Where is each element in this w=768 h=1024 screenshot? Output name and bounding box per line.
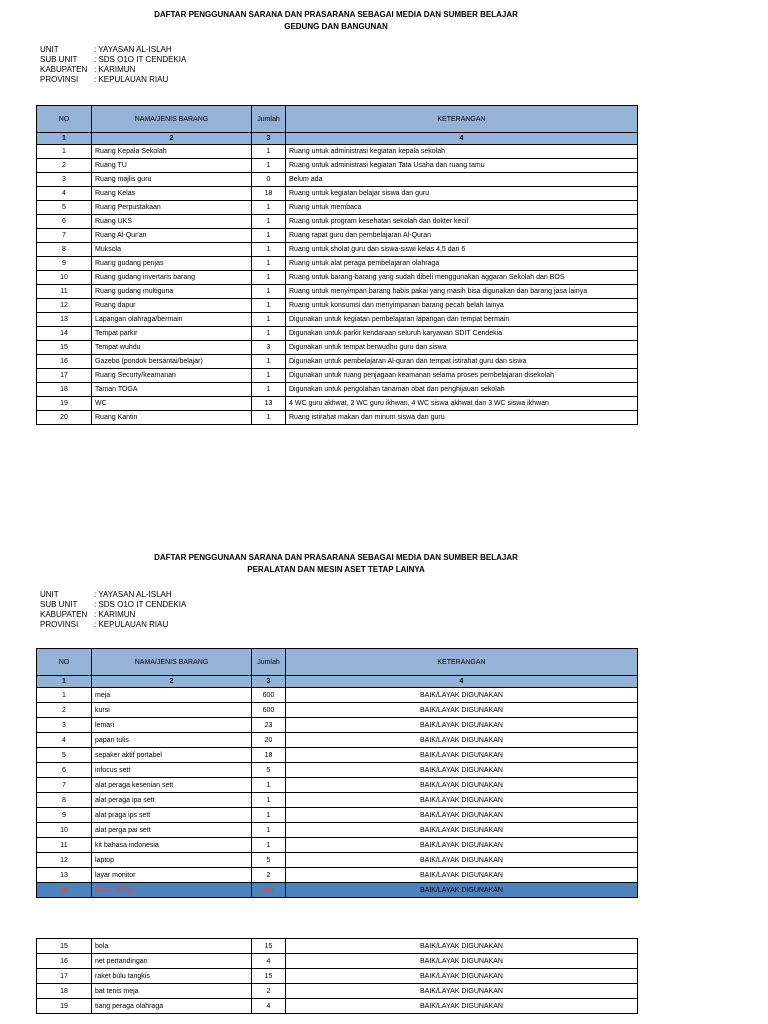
table-row: [37, 733, 638, 748]
cell-nama: kit bahasa indonesia: [92, 838, 252, 853]
cell-no: 6: [37, 215, 92, 229]
cell-nama: Ruang Securty/keamanan: [92, 369, 252, 383]
cell-keterangan: BAIK/LAYAK DIGUNAKAN: [286, 688, 638, 703]
cell-no: 4: [37, 733, 92, 748]
table-row: [37, 229, 638, 243]
table-row: [37, 838, 638, 853]
table-row: [37, 201, 638, 215]
cell-keterangan: Digunakan untuk kegiatan pembelajaran lapangan dan tempat bermain: [286, 313, 638, 327]
table-row: [37, 313, 638, 327]
cell-keterangan: BAIK/LAYAK DIGUNAKAN: [286, 808, 638, 823]
info-row: [40, 75, 186, 85]
header-keterangan: KETERANGAN: [286, 106, 638, 133]
cell-jumlah: 448: [252, 883, 286, 898]
cell-keterangan: Ruang untuk membaca: [286, 201, 638, 215]
cell-keterangan: BAIK/LAYAK DIGUNAKAN: [286, 748, 638, 763]
table-row: [37, 763, 638, 778]
cell-jumlah: 1: [252, 201, 286, 215]
cell-nama: Ruang UKS: [92, 215, 252, 229]
table-row: [37, 257, 638, 271]
info-row: [40, 65, 186, 75]
cell-nama: Tempat wuhdu: [92, 341, 252, 355]
cell-jumlah: 1: [252, 369, 286, 383]
cell-jumlah: 4: [252, 999, 286, 1014]
cell-no: 16: [37, 355, 92, 369]
cell-jumlah: 5: [252, 853, 286, 868]
info-label: PROVINSI: [40, 620, 79, 629]
cell-no: 11: [37, 285, 92, 299]
table-row: [37, 383, 638, 397]
table-row: [37, 984, 638, 999]
cell-keterangan: BAIK/LAYAK DIGUNAKAN: [286, 718, 638, 733]
cell-jumlah: 2: [252, 868, 286, 883]
cell-jumlah: 15: [252, 939, 286, 954]
cell-nama: layar monitor: [92, 868, 252, 883]
cell-nama: Ruang dapur: [92, 299, 252, 313]
cell-jumlah: 1: [252, 145, 286, 159]
table-row: [37, 718, 638, 733]
cell-jumlah: 13: [252, 397, 286, 411]
cell-no: 20: [37, 411, 92, 425]
cell-no: 1: [37, 688, 92, 703]
table-row: [37, 969, 638, 984]
header-num-jumlah: 3: [252, 676, 286, 688]
cell-keterangan: Ruang untuk alat peraga pembelajaran olahraga: [286, 257, 638, 271]
cell-jumlah: 4: [252, 954, 286, 969]
section1-table-body: [37, 145, 638, 425]
cell-keterangan: Ruang untuk program kesehatan sekolah dan dokter kecil: [286, 215, 638, 229]
info-row: [40, 55, 186, 65]
cell-no: 13: [37, 868, 92, 883]
cell-no: 17: [37, 969, 92, 984]
cell-keterangan: BAIK/LAYAK DIGUNAKAN: [286, 823, 638, 838]
cell-no: 2: [37, 159, 92, 173]
cell-jumlah: 1: [252, 411, 286, 425]
cell-jumlah: 1: [252, 793, 286, 808]
cell-keterangan: BAIK/LAYAK DIGUNAKAN: [286, 883, 638, 898]
table-row: [37, 327, 638, 341]
cell-keterangan: BAIK/LAYAK DIGUNAKAN: [286, 984, 638, 999]
cell-jumlah: 1: [252, 243, 286, 257]
cell-keterangan: Ruang untuk konsumsi dan menyimpanan barang pecah belah lainya: [286, 299, 638, 313]
cell-no: 3: [37, 718, 92, 733]
cell-keterangan: Ruang untuk barang-barang yang sudah dibeli menggunakan aggaran Sekolah dan BOS: [286, 271, 638, 285]
cell-nama: Ruang Perpustakaan: [92, 201, 252, 215]
cell-keterangan: BAIK/LAYAK DIGUNAKAN: [286, 954, 638, 969]
cell-keterangan: BAIK/LAYAK DIGUNAKAN: [286, 703, 638, 718]
cell-nama: bat tenis meja: [92, 984, 252, 999]
cell-jumlah: 1: [252, 823, 286, 838]
table-row: [37, 397, 638, 411]
cell-jumlah: 5: [252, 763, 286, 778]
header-nama: NAMA/JENIS BARANG: [92, 649, 252, 676]
cell-jumlah: 1: [252, 215, 286, 229]
section2-table: [36, 648, 638, 898]
table-row: [37, 215, 638, 229]
cell-no: 8: [37, 243, 92, 257]
table-row: [37, 688, 638, 703]
table-row: [37, 341, 638, 355]
cell-nama: lemari: [92, 718, 252, 733]
cell-no: 12: [37, 853, 92, 868]
cell-keterangan: BAIK/LAYAK DIGUNAKAN: [286, 969, 638, 984]
cell-no: 18: [37, 984, 92, 999]
cell-nama: alat praga ips sett: [92, 808, 252, 823]
header-num-nama: 2: [92, 676, 252, 688]
cell-keterangan: Belum ada: [286, 173, 638, 187]
table-row: [37, 159, 638, 173]
table-row: [37, 187, 638, 201]
cell-keterangan: Digunakan untuk pembelajaran Al-quran dan tempat istirahat guru dan siswa: [286, 355, 638, 369]
cell-nama: Ruang gudang invertaris barang: [92, 271, 252, 285]
cell-nama: bola: [92, 939, 252, 954]
cell-nama: Muksola: [92, 243, 252, 257]
table-row: [37, 954, 638, 969]
cell-nama: alat peraga ipa sett: [92, 793, 252, 808]
cell-jumlah: 1: [252, 355, 286, 369]
table-row: [37, 173, 638, 187]
header-num-jumlah: 3: [252, 133, 286, 145]
cell-keterangan: BAIK/LAYAK DIGUNAKAN: [286, 763, 638, 778]
cell-no: 15: [37, 341, 92, 355]
cell-jumlah: 600: [252, 703, 286, 718]
cell-no: 4: [37, 187, 92, 201]
info-row: [40, 610, 186, 620]
cell-nama: raket bulu tangkis: [92, 969, 252, 984]
section1-title-line2: GEDUNG DAN BANGUNAN: [284, 22, 388, 31]
info-value: : YAYASAN AL-ISLAH: [94, 590, 172, 599]
cell-no: 1: [37, 145, 92, 159]
table-row: [37, 411, 638, 425]
table-row: [37, 793, 638, 808]
cell-keterangan: Ruang untuk menyimpan barang habis pakai yang masih bisa digunakan dan barang jasa lainya: [286, 285, 638, 299]
table-row: [37, 868, 638, 883]
info-label: KABUPATEN: [40, 610, 88, 619]
cell-nama: laptop: [92, 853, 252, 868]
cell-no: 10: [37, 271, 92, 285]
cell-jumlah: 1: [252, 313, 286, 327]
cell-nama: alat perga pai sett: [92, 823, 252, 838]
info-label: PROVINSI: [40, 75, 79, 84]
cell-nama: Ruang Kelas: [92, 187, 252, 201]
info-value: : KEPULAUAN RIAU: [94, 620, 169, 629]
cell-jumlah: 1: [252, 285, 286, 299]
cell-no: 9: [37, 808, 92, 823]
cell-nama: Tempat parkir: [92, 327, 252, 341]
cell-jumlah: 18: [252, 187, 286, 201]
cell-no: 7: [37, 778, 92, 793]
cell-no: 10: [37, 823, 92, 838]
table-row: [37, 748, 638, 763]
cell-nama: Ruang Kantin: [92, 411, 252, 425]
info-value: : KARIMUN: [94, 65, 136, 74]
cell-jumlah: 1: [252, 838, 286, 853]
table-row: [37, 883, 638, 898]
cell-keterangan: Digunakan untuk parkir kendaraan seluruh karyawan SDIT Cendekia: [286, 327, 638, 341]
cell-keterangan: BAIK/LAYAK DIGUNAKAN: [286, 939, 638, 954]
cell-no: 11: [37, 838, 92, 853]
cell-keterangan: BAIK/LAYAK DIGUNAKAN: [286, 733, 638, 748]
cell-jumlah: 15: [252, 969, 286, 984]
cell-keterangan: Digunakan untuk tempat berwudhu guru dan siswa: [286, 341, 638, 355]
cell-keterangan: BAIK/LAYAK DIGUNAKAN: [286, 838, 638, 853]
cell-keterangan: Ruang istirahat makan dan minum siswa dan guru: [286, 411, 638, 425]
cell-keterangan: Ruang untuk kegiatan belajar siswa dan guru: [286, 187, 638, 201]
cell-nama: alat peraga kesenian sett: [92, 778, 252, 793]
header-jumlah: Jumlah: [252, 649, 286, 676]
cell-no: 5: [37, 748, 92, 763]
info-row: [40, 45, 186, 55]
cell-jumlah: 1: [252, 778, 286, 793]
info-label: UNIT: [40, 45, 59, 54]
cell-nama: infocus sett: [92, 763, 252, 778]
table-row: [37, 243, 638, 257]
info-value: : SDS O1O IT CENDEKIA: [94, 55, 187, 64]
cell-nama: Ruang gudang penjas: [92, 257, 252, 271]
cell-jumlah: 1: [252, 229, 286, 243]
table-row: [37, 778, 638, 793]
cell-no: 15: [37, 939, 92, 954]
table-row: [37, 369, 638, 383]
info-label: UNIT: [40, 590, 59, 599]
header-num-keterangan: 4: [286, 676, 638, 688]
cell-nama: net pertandingan: [92, 954, 252, 969]
header-num-no: 1: [37, 676, 92, 688]
cell-keterangan: Ruang rapat guru dan pembelajaran Al-Quran: [286, 229, 638, 243]
cell-keterangan: 4 WC guru akhwat, 2 WC guru ikhwan, 4 WC siswa akhwat dan 3 WC siswa ikhwan: [286, 397, 638, 411]
cell-jumlah: 1: [252, 159, 286, 173]
cell-keterangan: Ruang untuk administrasi kegiatan Tata Usaha dan ruang tamu: [286, 159, 638, 173]
section1-table: [36, 105, 638, 425]
cell-no: 18: [37, 383, 92, 397]
header-num-no: 1: [37, 133, 92, 145]
info-value: : KARIMUN: [94, 610, 136, 619]
cell-keterangan: BAIK/LAYAK DIGUNAKAN: [286, 853, 638, 868]
section1-info: [40, 45, 186, 85]
cell-nama: Gazebo (pondok bersantai/belajar): [92, 355, 252, 369]
cell-keterangan: Digunakan untuk ruang penjagaan keamanan selama proses pembelajaran disekolah: [286, 369, 638, 383]
info-label: KABUPATEN: [40, 65, 88, 74]
cell-keterangan: Ruang untuk sholat guru dan siswa-siswi kelas 4,5 dan 6: [286, 243, 638, 257]
info-row: [40, 600, 186, 610]
cell-no: 6: [37, 763, 92, 778]
cell-keterangan: BAIK/LAYAK DIGUNAKAN: [286, 868, 638, 883]
cell-no: 2: [37, 703, 92, 718]
table-row: [37, 853, 638, 868]
cell-no: 19: [37, 999, 92, 1014]
cell-no: 17: [37, 369, 92, 383]
cell-jumlah: 2: [252, 984, 286, 999]
info-value: : SDS O1O IT CENDEKIA: [94, 600, 187, 609]
cell-no: 14: [37, 327, 92, 341]
cell-nama: Ruang TU: [92, 159, 252, 173]
cell-jumlah: 0: [252, 173, 286, 187]
cell-keterangan: Digunakan untuk pengolahan tanaman obat dan penghijauan sekolah: [286, 383, 638, 397]
cell-no: 7: [37, 229, 92, 243]
cell-nama: WC: [92, 397, 252, 411]
info-value: : KEPULAUAN RIAU: [94, 75, 169, 84]
cell-no: 5: [37, 201, 92, 215]
cell-jumlah: 1: [252, 383, 286, 397]
table-row: [37, 355, 638, 369]
table-row: [37, 808, 638, 823]
cell-keterangan: BAIK/LAYAK DIGUNAKAN: [286, 793, 638, 808]
cell-no: 8: [37, 793, 92, 808]
section2-table-continued-body: [37, 939, 638, 1014]
cell-nama: Ruang Al-Qur'an: [92, 229, 252, 243]
table-row: [37, 271, 638, 285]
cell-keterangan: BAIK/LAYAK DIGUNAKAN: [286, 999, 638, 1014]
info-row: [40, 590, 186, 600]
cell-jumlah: 600: [252, 688, 286, 703]
table-row: [37, 703, 638, 718]
cell-jumlah: 1: [252, 327, 286, 341]
cell-jumlah: 3: [252, 341, 286, 355]
cell-no: 16: [37, 954, 92, 969]
table-row: [37, 145, 638, 159]
section2-table-body: [37, 688, 638, 898]
cell-jumlah: 1: [252, 808, 286, 823]
table-row: [37, 299, 638, 313]
section2-table-continued: [36, 938, 638, 1014]
section2-title-line2: PERALATAN DAN MESIN ASET TETAP LAINYA: [247, 565, 425, 574]
cell-jumlah: 20: [252, 733, 286, 748]
cell-jumlah: 1: [252, 257, 286, 271]
table-row: [37, 823, 638, 838]
cell-jumlah: 1: [252, 271, 286, 285]
header-num-keterangan: 4: [286, 133, 638, 145]
cell-jumlah: 23: [252, 718, 286, 733]
header-no: NO: [37, 649, 92, 676]
info-label: SUB UNIT: [40, 600, 78, 609]
cell-jumlah: 18: [252, 748, 286, 763]
header-no: NO: [37, 106, 92, 133]
cell-jumlah: 1: [252, 299, 286, 313]
cell-nama: sepaker aktif portabel: [92, 748, 252, 763]
cell-nama: Lapangan olahraga/bermain: [92, 313, 252, 327]
cell-nama: Ruang majlis guru: [92, 173, 252, 187]
info-value: : YAYASAN AL-ISLAH: [94, 45, 172, 54]
header-nama: NAMA/JENIS BARANG: [92, 106, 252, 133]
cell-no: 12: [37, 299, 92, 313]
cell-nama: tiang peraga olahraga: [92, 999, 252, 1014]
cell-nama: kursi: [92, 703, 252, 718]
cell-no: 14: [37, 883, 92, 898]
cell-nama: Taman TOGA: [92, 383, 252, 397]
cell-nama: Buku lainya: [92, 883, 252, 898]
cell-nama: Ruang Kepala Sekolah: [92, 145, 252, 159]
header-num-nama: 2: [92, 133, 252, 145]
cell-keterangan: BAIK/LAYAK DIGUNAKAN: [286, 778, 638, 793]
info-row: [40, 620, 186, 630]
header-jumlah: Jumlah: [252, 106, 286, 133]
info-label: SUB UNIT: [40, 55, 78, 64]
cell-nama: papan tulis: [92, 733, 252, 748]
section2-title-line1: DAFTAR PENGGUNAAN SARANA DAN PRASARANA SEBAGAI MEDIA DAN SUMBER BELAJAR: [154, 553, 518, 562]
cell-no: 13: [37, 313, 92, 327]
cell-no: 9: [37, 257, 92, 271]
cell-keterangan: Ruang untuk administrasi kegiatan kepala sekolah: [286, 145, 638, 159]
table-row: [37, 939, 638, 954]
header-keterangan: KETERANGAN: [286, 649, 638, 676]
cell-nama: Ruang gudang multiguna: [92, 285, 252, 299]
table-row: [37, 999, 638, 1014]
cell-no: 3: [37, 173, 92, 187]
cell-nama: meja: [92, 688, 252, 703]
section2-info: [40, 590, 186, 630]
cell-no: 19: [37, 397, 92, 411]
section1-title-line1: DAFTAR PENGGUNAAN SARANA DAN PRASARANA SEBAGAI MEDIA DAN SUMBER BELAJAR: [154, 10, 518, 19]
table-row: [37, 285, 638, 299]
